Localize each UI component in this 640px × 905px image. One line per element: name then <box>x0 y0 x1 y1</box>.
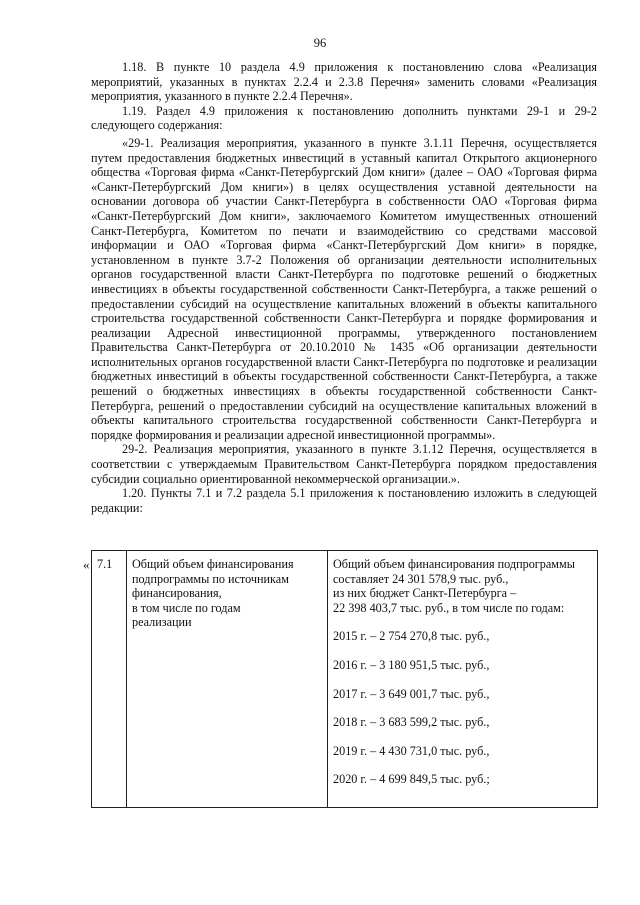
paragraph-1-20: 1.20. Пункты 7.1 и 7.2 раздела 5.1 приложения к постановлению изложить в следующей редакции: <box>91 486 597 515</box>
table-open-quote: « <box>83 557 90 572</box>
label-line: финансирования, <box>132 586 222 601</box>
year-financing-item: 2016 г. – 3 180 951,5 тыс. руб., <box>333 657 490 672</box>
label-line: подпрограммы по источникам <box>132 571 289 586</box>
label-line: Общий объем финансирования <box>132 557 294 571</box>
label-line: реализации <box>132 615 192 630</box>
year-financing-item: 2015 г. – 2 754 270,8 тыс. руб., <box>333 629 490 644</box>
value-line: из них бюджет Санкт-Петербурга – <box>333 586 517 601</box>
value-line: составляет 24 301 578,9 тыс. руб., <box>333 571 509 586</box>
financing-table <box>91 550 598 808</box>
yearly-financing-list <box>333 629 592 787</box>
value-line: 22 398 403,7 тыс. руб., в том числе по годам: <box>333 600 565 615</box>
year-financing-item: 2020 г. – 4 699 849,5 тыс. руб.; <box>333 772 490 787</box>
item-value-cell <box>328 551 598 808</box>
paragraph-29-1: «29-1. Реализация мероприятия, указанного в пункте 3.1.11 Перечня, осуществляется путем предоставления бюджетных инвестиций в уставный капитал Открытого акционерного общества «Торговая фирма «Санкт-Петербургский Дом книги» (далее – ОАО «Торговая фирма «Санкт-Петербургский Дом книги») в целях осуществления уставной деятельности на основании договора об участии Санкт-Петербурга в собственности ОАО «Торговая фирма «Санкт-Петербургский Дом книги», заключаемого Комитетом имущественных отношений Санкт-Петербурга, Комитетом по печати и взаимодействию со средствами массовой информации и ОАО «Торговая фирма «Санкт-Петербургский Дом книги» в порядке, установленном в пункте 3.7-2 Положения об организации деятельности исполнительных органов государственной власти Санкт-Петербурга по подготовке решений о бюджетных инвестициях в объекты государственной собственности Санкт-Петербурга, а также решений о предоставлении субсидий на осуществление капитальных вложений в объекты капитального строительства государственной собственности Санкт-Петербурга и порядке формирования и реализации Адресной инвестиционной программы, утвержденного постановлением Правительства Санкт-Петербурга от 20.10.2010 № 1435 «Об организации деятельности исполнительных органов государственной власти Санкт-Петербурга по подготовке и реализации бюджетных инвестиций в объекты государственной собственности Санкт-Петербурга, а также решений о бюджетных инвестициях в объекты государственной собственности Санкт-Петербурга, решений о предоставлении субсидий на осуществление капитальных вложений в объекты капитального строительства государственной собственности Санкт-Петербурга и порядке формирования и реализации адресной инвестиционной программы». <box>91 135 597 442</box>
page-number: 96 <box>313 36 327 50</box>
year-financing-item: 2017 г. – 3 649 001,7 тыс. руб., <box>333 686 490 701</box>
value-line: Общий объем финансирования подпрограммы <box>333 557 575 571</box>
paragraph-1-19: 1.19. Раздел 4.9 приложения к постановлению дополнить пунктами 29-1 и 29-2 следующего содержания: <box>91 103 597 133</box>
table-row <box>92 551 598 808</box>
year-financing-item: 2019 г. – 4 430 731,0 тыс. руб., <box>333 743 490 758</box>
year-financing-item: 2018 г. – 3 683 599,2 тыс. руб., <box>333 715 490 730</box>
item-number-cell: 7.1 <box>92 551 127 808</box>
document-body <box>91 60 597 515</box>
item-label-cell <box>127 551 328 808</box>
label-line: в том числе по годам <box>132 600 241 615</box>
paragraph-1-18: 1.18. В пункте 10 раздела 4.9 приложения к постановлению слова «Реализация мероприятий, указанных в пунктах 2.2.4 и 2.3.8 Перечня» заменить словами «Реализация мероприятия, указанного в пункте 2.2.4 Перечня». <box>91 60 597 104</box>
paragraph-29-2: 29-2. Реализация мероприятия, указанного в пункте 3.1.12 Перечня, осуществляется в соответствии с утверждаемым Правительством Санкт-Петербурга порядком предоставления субсидии социально ориентированной некоммерческой организации.». <box>91 442 597 486</box>
